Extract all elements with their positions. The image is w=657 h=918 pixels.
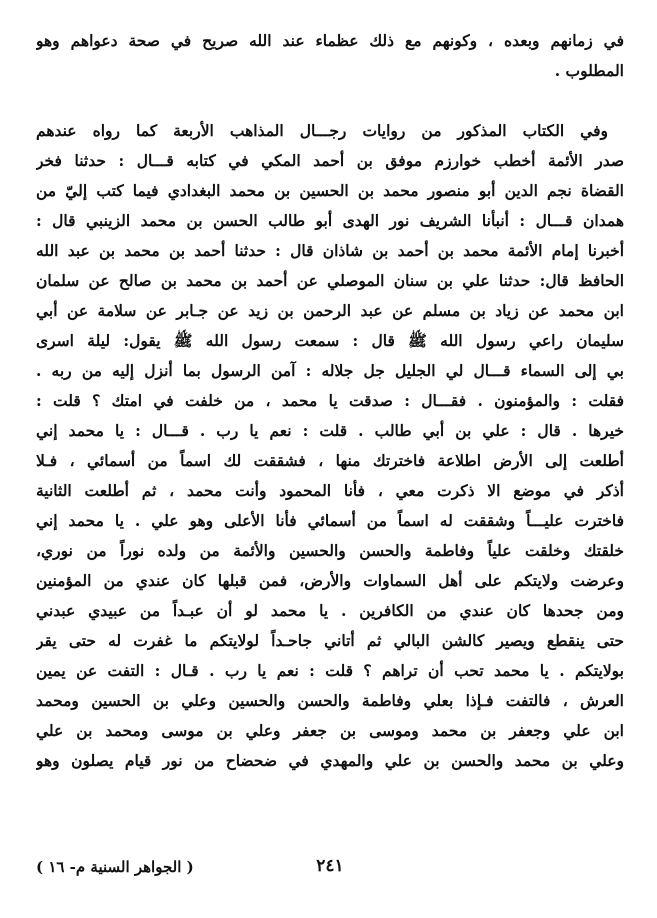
text-line: المطلوب . [554, 61, 624, 80]
text-line: سليمان راعي رسول الله ﷺ قال : سمعت رسول الله ﷺ يقول: ليلة اسرى [36, 331, 624, 350]
book-reference: ( الجواهر السنية م- ١٦ ) [36, 858, 194, 876]
text-line: خيرها . قال : علي بن أبي طالب . قلت : نعم يا رب . قـــال : يا محمد إني [36, 421, 624, 440]
text-line: أذكر في موضع الا ذكرت معي ، فأنا المحمود وأنت محمد ، ثم أطلعت الثانية [36, 481, 624, 500]
page-number: ٢٤١ [316, 856, 344, 876]
text-line: فقلت : والمؤمنون . فقـــال : صدقت يا محمد ، من خلفت في امتك ؟ قلت : [36, 391, 624, 410]
text-line: بي إلى السماء قـــال لي الجليل جل جلاله : آمن الرسول بما أنزل إليه من ربه . [36, 361, 624, 380]
text-line: في زمانهم وبعده ، وكونهم مع ذلك عظماء عند الله صريح في صحة دعواهم وهو [36, 31, 624, 50]
page-footer [36, 856, 624, 886]
text-line: همدان قـــال : أنبأنا الشريف نور الهدى أبو طالب الحسن بن محمد الزينبي قال : [36, 211, 624, 230]
paragraph-gap [36, 86, 624, 116]
text-line: القضاة نجم الدين أبو منصور محمد بن الحسين بن محمد البغدادي فيما كتب إليّ من [36, 181, 624, 200]
text-line: أخبرنا إمام الأئمة محمد بن أحمد بن شاذان قال : حدثنا أحمد بن محمد بن عبد الله [36, 241, 624, 260]
text-line: بولايتكم . يا محمد تحب أن تراهم ؟ قلت : نعم يا رب . قـال : التفت عن يمين [36, 661, 624, 680]
text-line: ومن جحدها كان عندي من الكافرين . يا محمد لو أن عبـداً من عبيدي عبدني [36, 601, 624, 620]
document-page [36, 26, 624, 896]
text-line: ابن علي وجعفر بن محمد وموسى بن جعفر وعلي بن موسى ومحمد بن علي [36, 721, 624, 740]
paragraph-2 [36, 116, 624, 776]
text-line: العرش ، فالتفت فـإذا بعلي وفاطمة والحسن والحسين وعلي بن الحسين ومحمد [36, 691, 624, 710]
text-line: الحافظ قال: حدثنا علي بن سنان الموصلي عن أحمد بن محمد بن صالح عن سلمان [36, 271, 624, 290]
text-line: وعرضت ولايتكم على أهل السماوات والأرض، فمن قبلها كان عندي من المؤمنين [36, 571, 624, 590]
text-line: خلقتك وخلقت علياً وفاطمة والحسن والحسين والأئمة من ولده نوراً من نوري، [36, 541, 624, 560]
text-line: فاخترت عليـــاً وشققت له اسماً من أسمائي فأنا الأعلى وهو علي . يا محمد إني [36, 511, 624, 530]
paragraph-1 [36, 26, 624, 86]
text-line: صدر الأئمة أخطب خوارزم موفق بن أحمد المكي في كتابه قـــال : حدثنا فخر [36, 151, 624, 170]
text-line: حتى ينقطع ويصير كالشن البالي ثم أتاني جاحـداً لولايتكم ما غفرت له حتى يقر [36, 631, 624, 650]
text-line: وفي الكتاب المذكور من روايات رجـــال المذاهب الأربعة كما رواه عندهم [36, 121, 608, 140]
text-line: ابن محمد عن زياد بن مسلم عن عبد الرحمن بن زيد عن جـابر عن سلامة عن أبي [36, 301, 624, 320]
text-line: أطلعت إلى الأرض اطلاعة فاخترتك منها ، فشققت لك اسماً من أسمائي ، فـلا [36, 451, 624, 470]
text-line: وعلي بن محمد والحسن بن علي والمهدي في ضحضاح من نور قيام يصلون وهو [36, 751, 624, 770]
